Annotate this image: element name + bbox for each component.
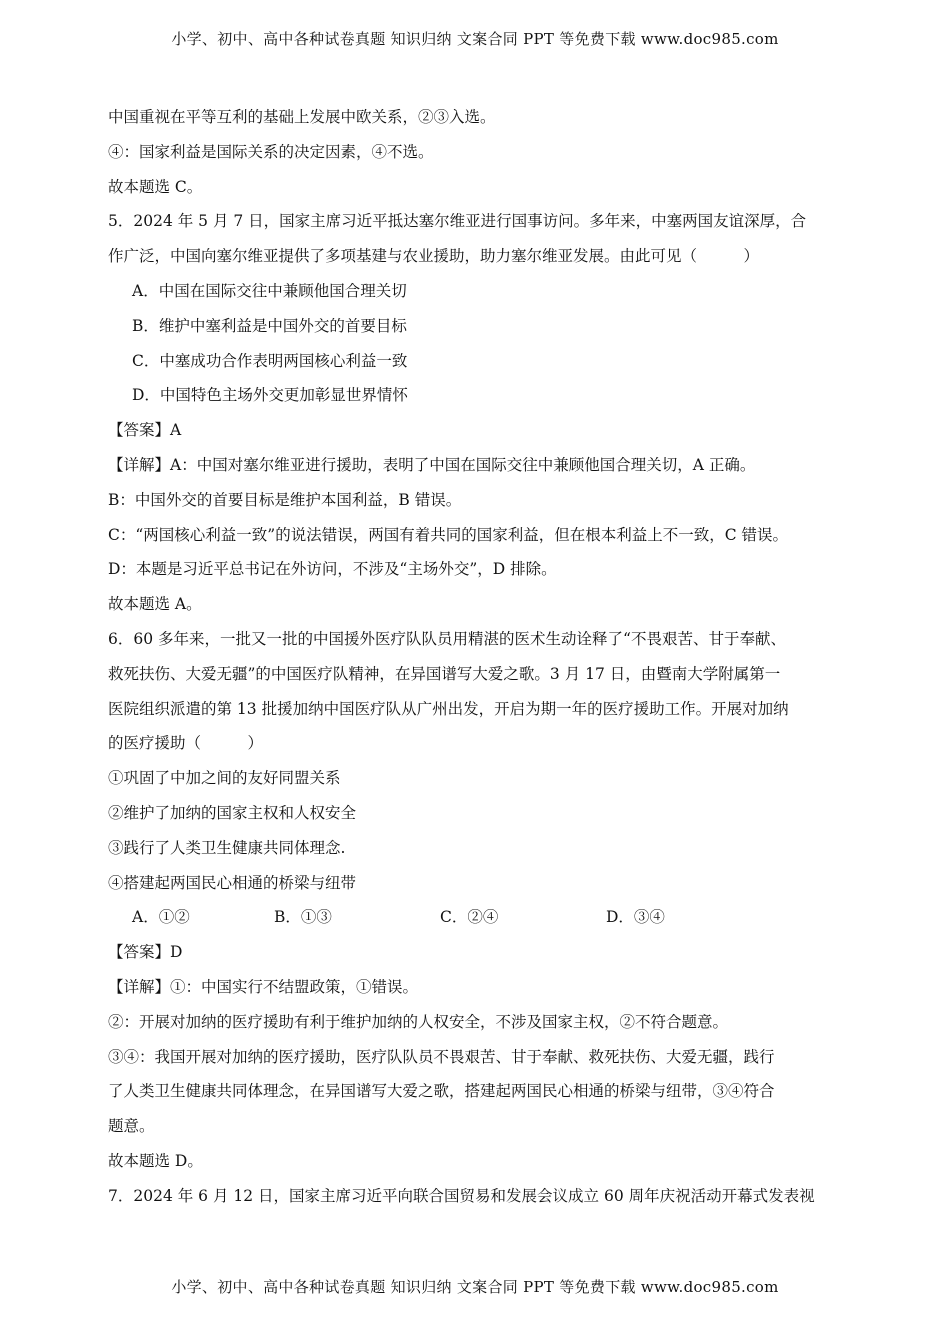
q6-answer: 【答案】D [108,943,183,962]
question-5-stem: 作广泛，中国向塞尔维亚提供了多项基建与农业援助，助力塞尔维亚发展。由此可见（ ） [108,247,760,266]
q6-option-b: B．①③ [274,908,332,927]
q6-statement: ①巩固了中加之间的友好同盟关系 [108,769,341,788]
q5-option-d: D．中国特色主场外交更加彰显世界情怀 [132,386,408,405]
page-footer: 小学、初中、高中各种试卷真题 知识归纳 文案合同 PPT 等免费下载 www.doc985.com [171,1278,779,1296]
q5-option-c: C．中塞成功合作表明两国核心利益一致 [132,351,408,370]
q6-statement: ③践行了人类卫生健康共同体理念. [108,838,346,857]
q6-conclusion: 故本题选 D。 [108,1151,203,1170]
q6-statement: ②维护了加纳的国家主权和人权安全 [108,803,357,822]
question-6-stem: 医院组织派遣的第 13 批援加纳中国医疗队从广州出发，开启为期一年的医疗援助工作。开展对加纳 [108,699,789,718]
document-body [108,100,848,1214]
q5-explanation: 【详解】A：中国对塞尔维亚进行援助，表明了中国在国际交往中兼顾他国合理关切，A 正确。 [108,455,756,474]
question-6-stem: 救死扶伤、大爱无疆”的中国医疗队精神，在异国谱写大爱之歌。3 月 17 日，由暨南大学附属第一 [108,664,781,683]
text-line: ④：国家利益是国际关系的决定因素，④不选。 [108,142,434,161]
q5-conclusion: 故本题选 A。 [108,595,202,614]
q6-option-a: A．①② [132,908,190,927]
page-header: 小学、初中、高中各种试卷真题 知识归纳 文案合同 PPT 等免费下载 www.doc985.com [171,30,779,48]
question-5-stem: 5．2024 年 5 月 7 日，国家主席习近平抵达塞尔维亚进行国事访问。多年来，中塞两国友谊深厚，合 [108,212,807,231]
text-line: 故本题选 C。 [108,177,203,196]
q5-explanation: B：中国外交的首要目标是维护本国利益，B 错误。 [108,490,462,509]
q6-explanation: ③④：我国开展对加纳的医疗援助，医疗队队员不畏艰苦、甘于奉献、救死扶伤、大爱无疆，践行 [108,1047,775,1066]
q6-explanation: 了人类卫生健康共同体理念，在异国谱写大爱之歌，搭建起两国民心相通的桥梁与纽带，③④符合 [108,1082,775,1101]
q5-option-b: B．维护中塞利益是中国外交的首要目标 [132,316,407,335]
text-line: 中国重视在平等互利的基础上发展中欧关系，②③入选。 [108,108,496,126]
q6-option-d: D．③④ [606,908,665,927]
q5-explanation: D：本题是习近平总书记在外访问，不涉及“主场外交”，D 排除。 [108,560,557,579]
q6-explanation: ②：开展对加纳的医疗援助有利于维护加纳的人权安全，不涉及国家主权，②不符合题意。 [108,1012,729,1031]
question-6-stem: 的医疗援助（ ） [108,734,264,753]
q6-explanation: 【详解】①：中国实行不结盟政策，①错误。 [108,977,419,996]
q6-option-c: C．②④ [440,908,499,927]
q5-option-a: A．中国在国际交往中兼顾他国合理关切 [132,281,407,300]
question-7-stem: 7．2024 年 6 月 12 日，国家主席习近平向联合国贸易和发展会议成立 60 周年庆祝活动开幕式发表视 [108,1186,815,1205]
q5-answer: 【答案】A [108,421,182,440]
q6-statement: ④搭建起两国民心相通的桥梁与纽带 [108,873,357,892]
question-6-stem: 6．60 多年来，一批又一批的中国援外医疗队队员用精湛的医术生动诠释了“不畏艰苦、甘于奉献、 [108,629,786,648]
q6-explanation: 题意。 [108,1117,155,1136]
q6-options [108,900,848,935]
q5-explanation: C：“两国核心利益一致”的说法错误，两国有着共同的国家利益，但在根本利益上不一致，C 错误。 [108,525,788,544]
